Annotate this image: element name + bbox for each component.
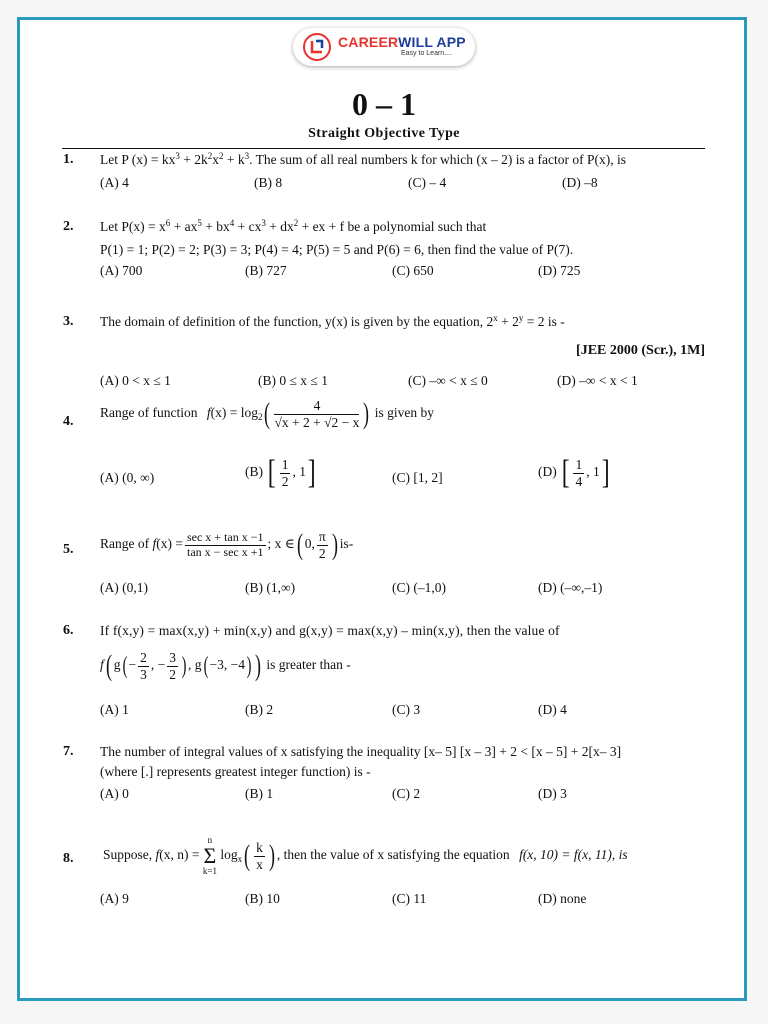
option-c: (C) –∞ < x ≤ 0 xyxy=(408,373,488,388)
option-c: (C) 650 xyxy=(392,263,434,278)
logo-mark-icon xyxy=(303,33,331,61)
logo-tagline: Easy to Learn.... xyxy=(401,50,452,57)
option-c: (C) 11 xyxy=(392,891,427,906)
question-text: The number of integral values of x satisfying the inequality [x– 5] [x – 3] + 2 < [x – 5] + 2[x– 3] xyxy=(100,744,622,759)
exam-tag: [JEE 2000 (Scr.), 1M] xyxy=(576,343,705,358)
option-b: (B) 10 xyxy=(245,891,280,906)
option-b: (B) 727 xyxy=(245,263,287,278)
option-c: (C) 2 xyxy=(392,786,421,801)
option-d: (D) [ $\frac{1}{4}$ , 1] xyxy=(538,454,610,491)
logo-text xyxy=(338,34,466,50)
question-expression: f( g( − $\frac{2}{3}$ , − $\frac{3}{2}$ ) , g( −3, −4) ) is greater than - xyxy=(100,649,351,683)
option-a: (A) 1 xyxy=(100,702,129,717)
option-c: (C) [1, 2] xyxy=(392,470,443,485)
question-text-line2: P(1) = 1; P(2) = 2; P(3) = 3; P(4) = 4; P(5) = 5 and P(6) = 6, then find the value of P(7). xyxy=(100,242,574,257)
question-text: Range of function $f(x) = \log_2$( $\frac{4}{√x + 2 + √2 - x}$ ) is given by xyxy=(100,397,435,431)
option-a: (A) (0,1) xyxy=(100,580,148,595)
question-number: 7. xyxy=(63,744,74,759)
question-text: Let $P(x) = x^6 + ax^5 + bx^4 + cx^3 + dx^2$ + ex + f be a polynomial such that xyxy=(100,218,487,234)
option-a: (A) 0 < x ≤ 1 xyxy=(100,373,171,388)
option-a: (A) 9 xyxy=(100,891,129,906)
option-d: (D) –8 xyxy=(562,175,598,190)
divider xyxy=(62,148,705,149)
option-b: (B) 1 xyxy=(245,786,274,801)
option-b: (B) [ $\frac{1}{2}$ , 1] xyxy=(245,454,316,491)
option-b: (B) 0 ≤ x ≤ 1 xyxy=(258,373,328,388)
fraction: $\frac{\text{sec x + tan x −1}}{\text{tan x − sec x +1}}$ xyxy=(186,529,264,559)
page-title: 0 – 1 xyxy=(352,86,416,122)
option-c: (C) (–1,0) xyxy=(392,580,446,595)
careerwill-logo xyxy=(293,28,475,66)
page-subtitle: Straight Objective Type xyxy=(308,126,460,141)
option-c: (C) 3 xyxy=(392,702,421,717)
option-b: (B) (1,∞) xyxy=(245,580,296,595)
question-number: 2. xyxy=(63,219,74,234)
option-d: (D) 725 xyxy=(538,263,581,278)
option-d: (D) 3 xyxy=(538,786,567,801)
question-number: 3. xyxy=(63,314,74,329)
question-text: Let P $(x) = kx^3 + 2k^2x^2 + k^3$. The sum of all real numbers k for which (x – 2) is a factor of P(x), is xyxy=(100,151,627,167)
option-d: (D) –∞ < x < 1 xyxy=(557,373,638,388)
question-number: 8. xyxy=(63,851,74,866)
question-text: If f(x,y) = max(x,y) + min(x,y) and g(x,y) = max(x,y) – min(x,y), then the value of xyxy=(100,623,560,638)
question-text-line2: (where [.] represents greatest integer function) is - xyxy=(100,764,371,779)
option-d: (D) none xyxy=(538,891,587,906)
option-b: (B) 2 xyxy=(245,702,274,717)
question-text: The domain of definition of the function, y(x) is given by the equation, $2^x + 2^y = 2$ is - xyxy=(100,313,565,329)
fraction: $\frac{4}{√x + 2 + √2 - x}$ xyxy=(274,398,360,430)
logo-brand-a: CAREER xyxy=(338,34,399,50)
question-text: Range of f(x) = $\frac{\text{sec x + tan x −1}}{\text{tan x − sec x +1}}$ ; x ∈( 0, $\frac{\pi}{2}$ ) is- xyxy=(100,528,354,562)
option-d: (D) 4 xyxy=(538,702,567,717)
option-b: (B) 8 xyxy=(254,175,283,190)
option-a: (A) 4 xyxy=(100,175,129,190)
question-text: Suppose, f(x, n) = n Σ k=1 $\log_x$( $\frac{k}{x}$ ) , then the value of x satisfying the equation f(x, 10) = f(x, 11), is xyxy=(103,835,628,876)
option-a: (A) (0, ∞) xyxy=(100,470,155,485)
option-d: (D) (–∞,–1) xyxy=(538,580,603,595)
logo-brand-b: WILL APP xyxy=(398,34,466,50)
question-number: 4. xyxy=(63,414,74,429)
question-number: 1. xyxy=(63,152,74,167)
option-a: (A) 0 xyxy=(100,786,129,801)
question-number: 5. xyxy=(63,542,74,557)
option-a: (A) 700 xyxy=(100,263,143,278)
option-c: (C) – 4 xyxy=(408,175,447,190)
question-number: 6. xyxy=(63,623,74,638)
summation: n Σ k=1 xyxy=(202,835,217,876)
